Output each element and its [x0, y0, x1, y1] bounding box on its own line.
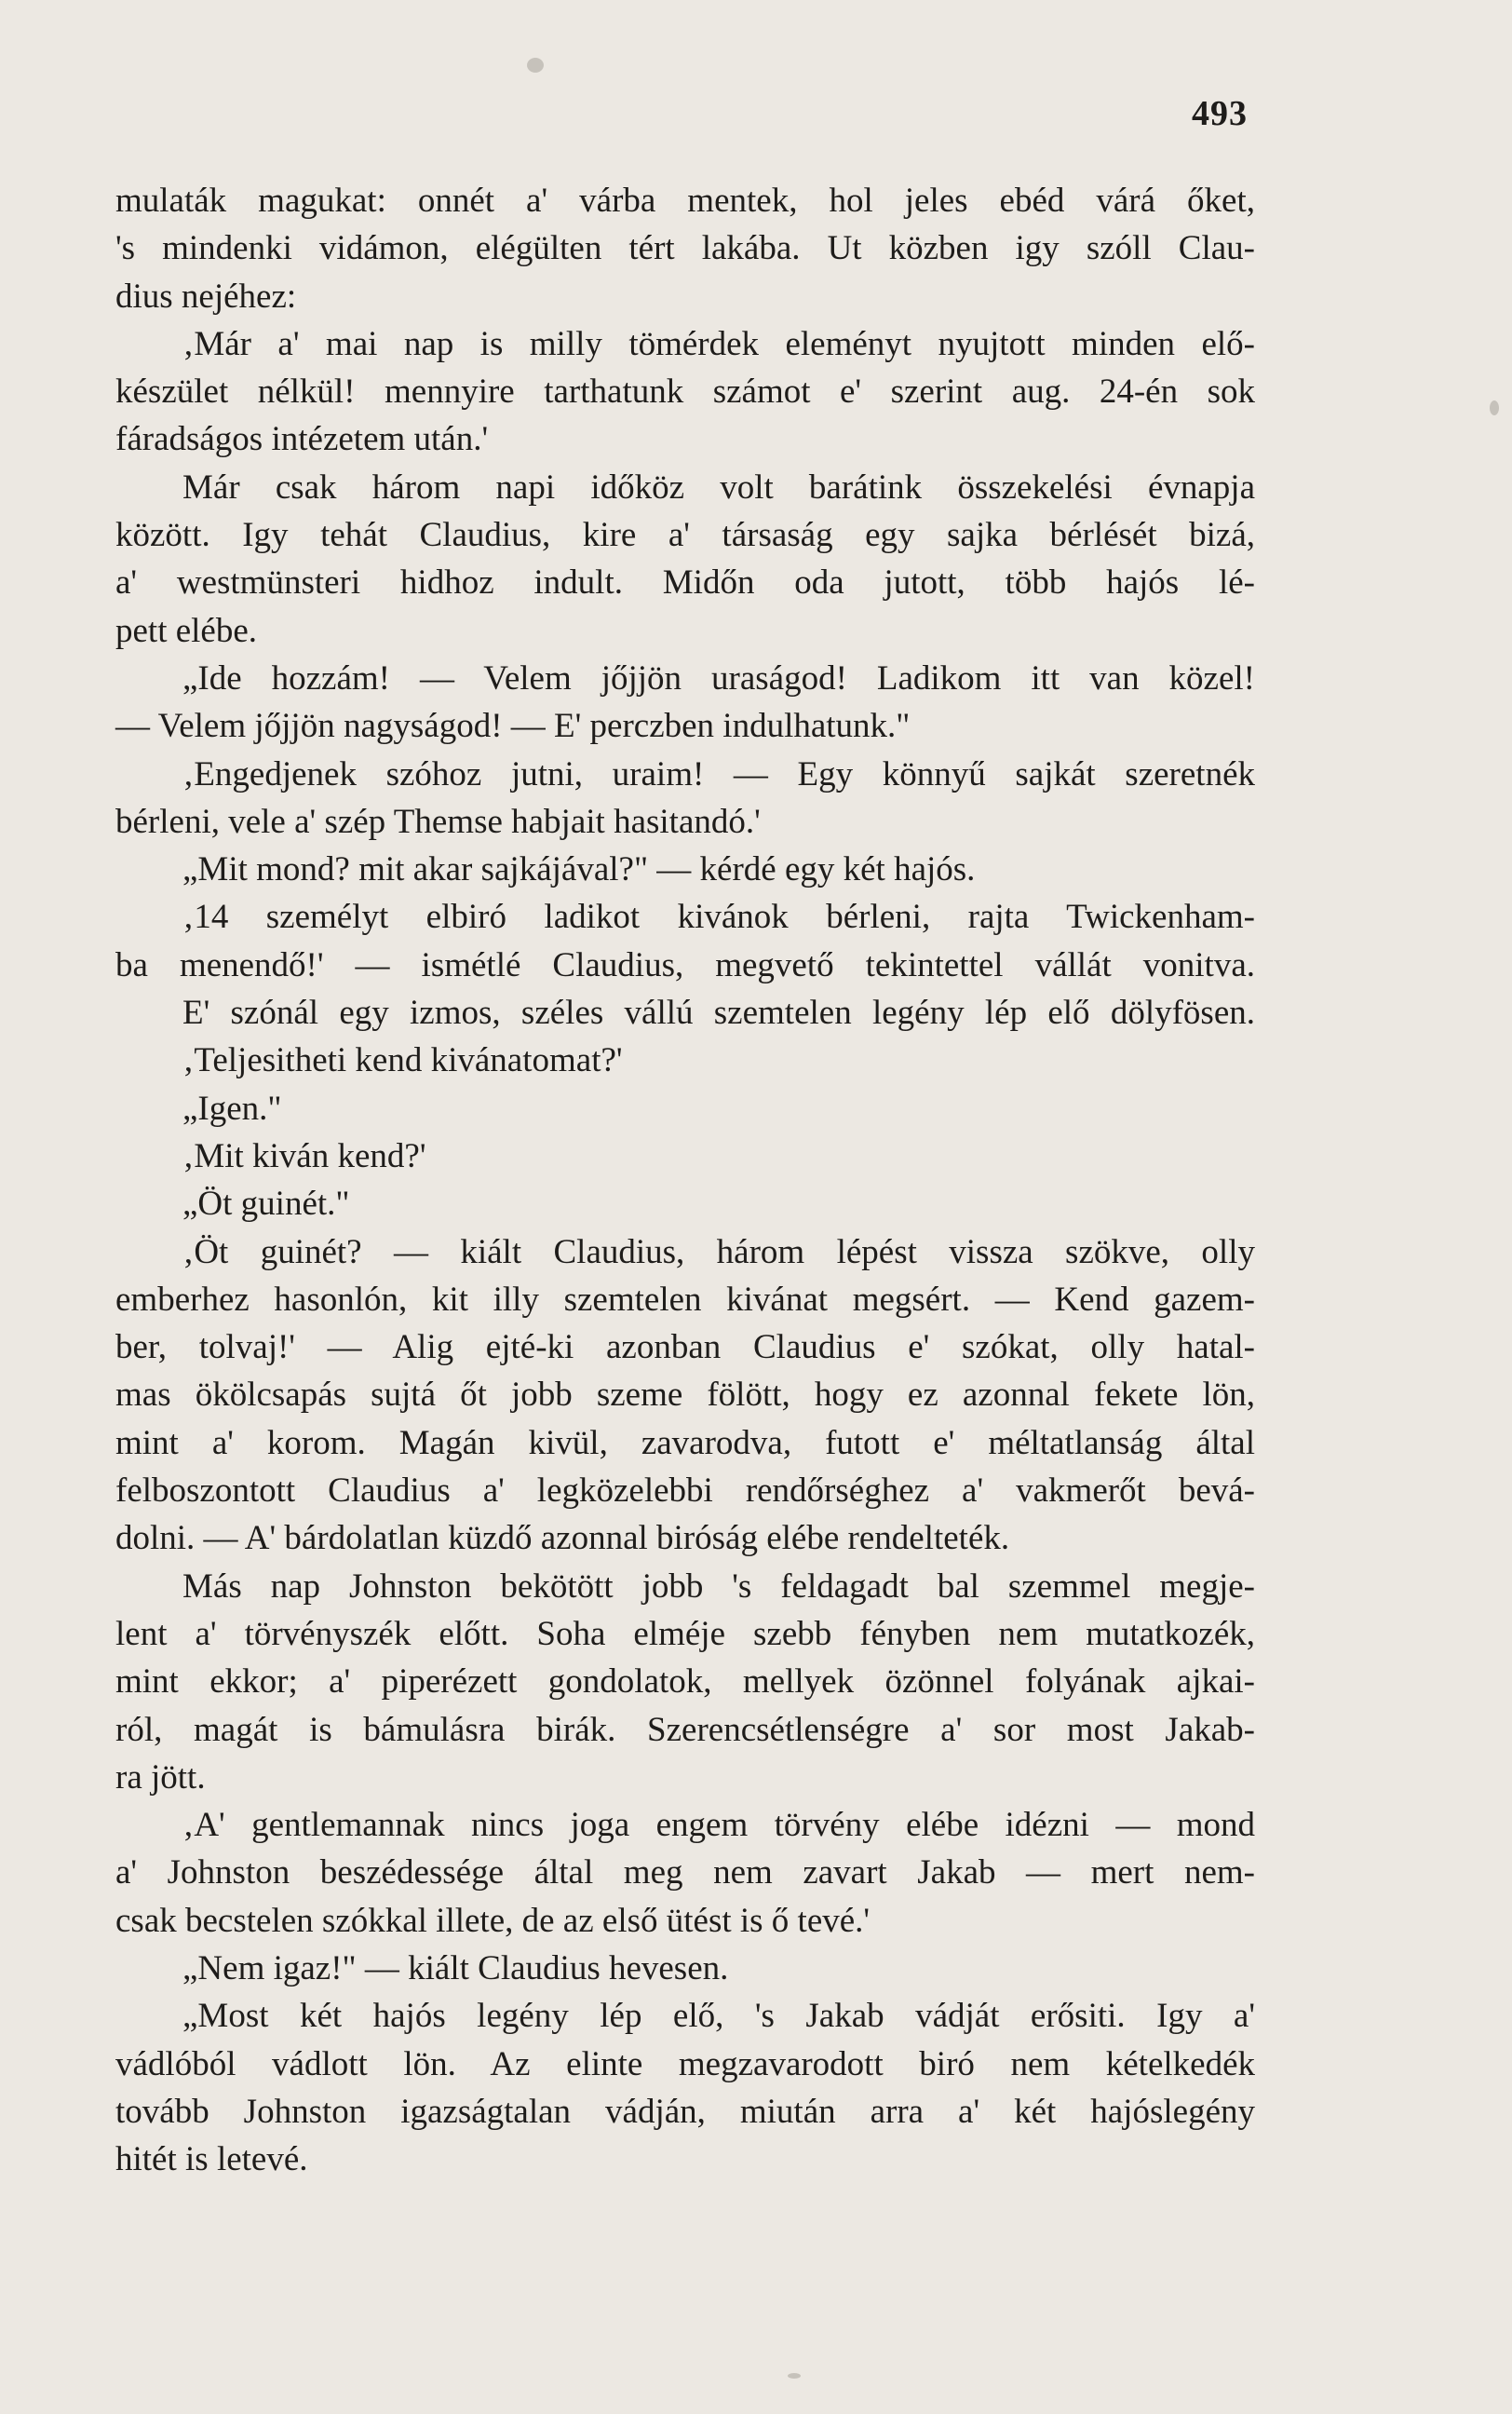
text-line: ‚Öt guinét? — kiált Claudius, három lépést vissza szökve, olly	[182, 1232, 1255, 1271]
ink-spot	[788, 2373, 801, 2379]
text-line: 's mindenki vidámon, elégülten tért lakába. Ut közben igy szóll Clau-	[115, 229, 1255, 268]
text-line: dolni. — A' bárdolatlan küzdő azonnal biróság elébe rendelteték.	[115, 1519, 1010, 1558]
text-line: ‚Mit kiván kend?'	[182, 1136, 426, 1175]
text-line: dius nejéhez:	[115, 277, 297, 316]
page-number: 493	[1192, 94, 1248, 133]
text-line: emberhez hasonlón, kit illy szemtelen kivánat megsért. — Kend gazem-	[115, 1280, 1255, 1319]
text-line: ‚14 személyt elbiró ladikot kivánok bérleni, rajta Twickenham-	[182, 898, 1255, 937]
text-line: „Igen."	[182, 1089, 282, 1128]
text-line: „Ide hozzám! — Velem jőjjön uraságod! Ladikom itt van közel!	[182, 658, 1255, 698]
text-line: csak becstelen szókkal illete, de az első ütést is ő tevé.'	[115, 1901, 871, 1940]
text-line: ba menendő!' — ismétlé Claudius, megvető tekintettel vállát vonitva.	[115, 945, 1255, 984]
text-line: ‚Teljesitheti kend kivánatomat?'	[182, 1041, 623, 1080]
text-line: „Öt guinét."	[182, 1185, 350, 1224]
ink-spot	[527, 58, 544, 73]
text-line: — Velem jőjjön nagyságod! — E' perczben indulhatunk."	[115, 707, 911, 746]
text-line: a' westmünsteri hidhoz indult. Midőn oda jutott, több hajós lé-	[115, 563, 1255, 603]
text-line: „Mit mond? mit akar sajkájával?" — kérdé egy két hajós.	[182, 850, 976, 889]
text-line: lent a' törvényszék előtt. Soha elméje szebb fényben nem mutatkozék,	[115, 1614, 1255, 1653]
text-line: ra jött.	[115, 1757, 206, 1797]
text-line: Más nap Johnston bekötött jobb 's feldagadt bal szemmel megje-	[182, 1566, 1255, 1606]
text-line: ber, tolvaj!' — Alig ejté-ki azonban Claudius e' szókat, olly hatal-	[115, 1328, 1255, 1367]
text-line: E' szónál egy izmos, széles vállú szemtelen legény lép elő dölyfösen.	[182, 994, 1255, 1033]
text-line: pett elébe.	[115, 611, 258, 650]
text-line: a' Johnston beszédessége által meg nem zavart Jakab — mert nem-	[115, 1853, 1255, 1892]
ink-spot	[1490, 400, 1499, 415]
text-line: mint a' korom. Magán kivül, zavarodva, futott e' méltatlanság által	[115, 1423, 1255, 1462]
body-text	[115, 177, 1255, 2183]
text-line: „Nem igaz!" — kiált Claudius hevesen.	[182, 1948, 729, 1987]
text-line: között. Igy tehát Claudius, kire a' társaság egy sajka bérlését bizá,	[115, 516, 1255, 555]
text-line: ról, magát is bámulásra birák. Szerencsétlenségre a' sor most Jakab-	[115, 1710, 1255, 1749]
text-line: „Most két hajós legény lép elő, 's Jakab vádját erősiti. Igy a'	[182, 1997, 1255, 2036]
text-line: Már csak három napi időköz volt barátink összekelési évnapja	[182, 468, 1255, 507]
text-line: ‚A' gentlemannak nincs joga engem törvény elébe idézni — mond	[182, 1806, 1255, 1845]
text-line: vádlóból vádlott lön. Az elinte megzavarodott biró nem kételkedék	[115, 2044, 1255, 2083]
text-line: hitét is letevé.	[115, 2140, 308, 2179]
text-line: mulaták magukat: onnét a' várba mentek, hol jeles ebéd várá őket,	[115, 182, 1255, 220]
text-line: mas ökölcsapás sujtá őt jobb szeme fölött, hogy ez azonnal fekete lön,	[115, 1376, 1255, 1415]
text-line: ‚Már a' mai nap is milly tömérdek eleményt nyujtott minden elő-	[182, 324, 1255, 363]
text-line: mint ekkor; a' piperézett gondolatok, mellyek özönnel folyának ajkai-	[115, 1662, 1255, 1702]
text-line: bérleni, vele a' szép Themse habjait hasitandó.'	[115, 802, 761, 841]
text-line: készület nélkül! mennyire tarthatunk számot e' szerint aug. 24-én sok	[115, 373, 1255, 412]
text-line: felboszontott Claudius a' legközelebbi rendőrséghez a' vakmerőt bevá-	[115, 1471, 1255, 1511]
text-line: tovább Johnston igazságtalan vádján, miután arra a' két hajóslegény	[115, 2092, 1255, 2131]
text-line: ‚Engedjenek szóhoz jutni, uraim! — Egy könnyű sajkát szeretnék	[182, 754, 1255, 793]
text-line: fáradságos intézetem után.'	[115, 420, 489, 459]
